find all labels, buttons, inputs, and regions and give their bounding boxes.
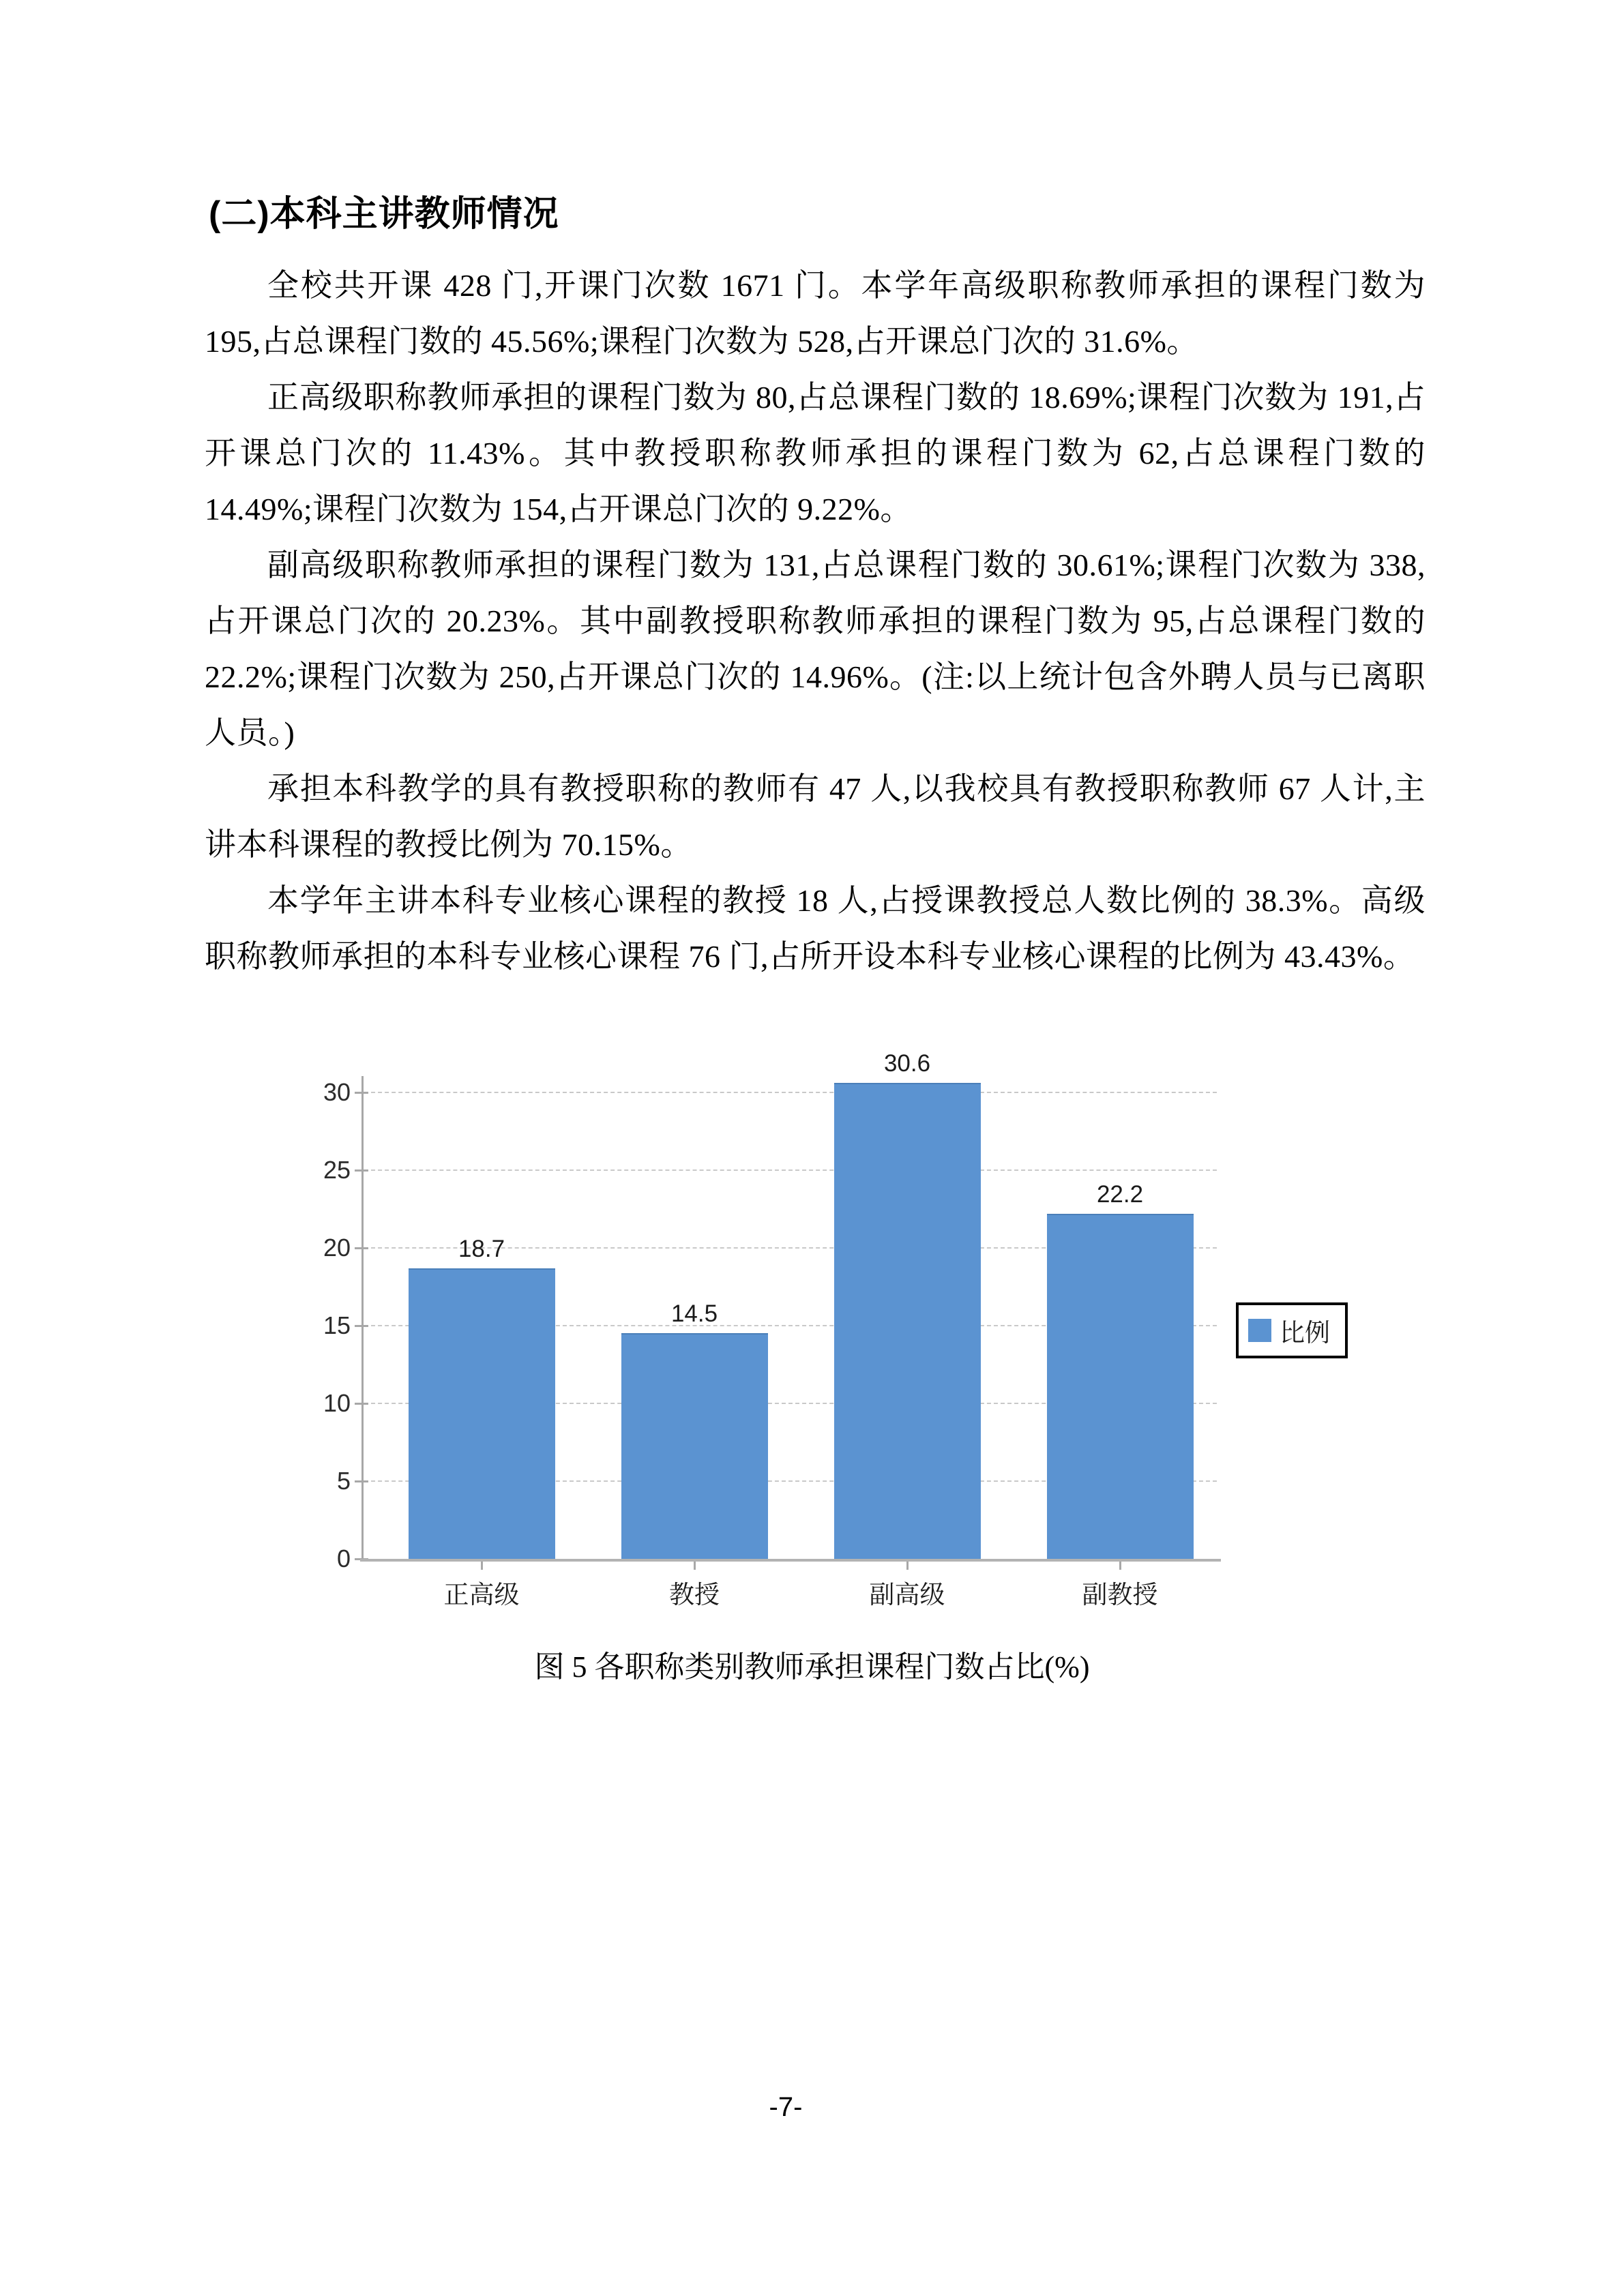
y-tick-label-5: 5 xyxy=(336,1467,351,1495)
bar-副高级 xyxy=(834,1083,981,1560)
bar-教授 xyxy=(621,1333,768,1560)
legend-swatch-icon xyxy=(1248,1319,1271,1342)
x-axis-line xyxy=(360,1559,1221,1562)
gridline-30 xyxy=(364,1092,1217,1093)
x-tick-mark-副高级 xyxy=(906,1562,909,1570)
chart-legend xyxy=(1236,1302,1348,1358)
text-block xyxy=(205,190,1426,985)
paragraph-1: 全校共开课 428 门,开课门次数 1671 门。本学年高级职称教师承担的课程门数为 195,占总课程门数的 45.56%;课程门次数为 528,占开课总门次的 31.6%。 xyxy=(205,268,1426,359)
paragraph-3: 副高级职称教师承担的课程门数为 131,占总课程门数的 30.61%;课程门次数为 338,占开课总门次的 20.23%。其中副教授职称教师承担的课程门数为 95,占总课程门数的 22.2%;课程门次数为 250,占开课总门次的 14.96%。(注:以上统计包含外聘人员与已离职人员。) xyxy=(205,548,1426,750)
x-label-副教授: 副教授 xyxy=(1082,1581,1158,1609)
y-tick-label-0: 0 xyxy=(336,1545,351,1572)
y-tick-label-30: 30 xyxy=(323,1078,351,1106)
y-tick-label-10: 10 xyxy=(323,1389,351,1417)
section-heading: (二)本科主讲教师情况 xyxy=(209,194,559,234)
x-tick-mark-副教授 xyxy=(1119,1562,1121,1570)
y-tick-label-20: 20 xyxy=(323,1234,351,1262)
y-tick-mark-15 xyxy=(355,1325,368,1327)
x-tick-mark-教授 xyxy=(694,1562,696,1570)
bar-value-教授: 14.5 xyxy=(670,1300,718,1327)
x-tick-mark-正高级 xyxy=(481,1562,483,1570)
bar-value-副教授: 22.2 xyxy=(1096,1181,1144,1208)
x-label-教授: 教授 xyxy=(669,1581,720,1609)
y-tick-label-25: 25 xyxy=(323,1156,351,1184)
y-axis-line xyxy=(361,1076,364,1561)
y-tick-mark-30 xyxy=(355,1092,368,1094)
paragraph-5: 本学年主讲本科专业核心课程的教授 18 人,占授课教授总人数比例的 38.3%。高级职称教师承担的本科专业核心课程 76 门,占所开设本科专业核心课程的比例为 43.43%。 xyxy=(205,883,1426,974)
legend-label: 比例 xyxy=(1280,1320,1330,1347)
x-label-正高级: 正高级 xyxy=(443,1581,520,1609)
x-label-副高级: 副高级 xyxy=(869,1581,945,1609)
y-tick-mark-25 xyxy=(355,1169,368,1172)
y-tick-mark-5 xyxy=(355,1480,368,1482)
paragraph-4: 承担本科教学的具有教授职称的教师有 47 人,以我校具有教授职称教师 67 人计,主讲本科课程的教授比例为 70.15%。 xyxy=(205,771,1426,862)
bar-chart xyxy=(293,1050,1385,1624)
gridline-25 xyxy=(364,1169,1217,1171)
bar-value-副高级: 30.6 xyxy=(883,1050,931,1077)
figure-caption: 图 5 各职称类别教师承担课程门数占比(%) xyxy=(534,1650,1090,1684)
paragraph-2: 正高级职称教师承担的课程门数为 80,占总课程门数的 18.69%;课程门次数为 191,占开课总门次的 11.43%。其中教授职称教师承担的课程门数为 62,占总课程门数的 14.49%;课程门次数为 154,占开课总门次的 9.22%。 xyxy=(205,380,1426,526)
y-tick-mark-20 xyxy=(355,1247,368,1249)
bar-副教授 xyxy=(1047,1214,1194,1560)
bar-正高级 xyxy=(409,1268,555,1560)
y-tick-mark-10 xyxy=(355,1403,368,1405)
page-number: -7- xyxy=(769,2092,803,2122)
bar-value-正高级: 18.7 xyxy=(458,1236,505,1262)
y-tick-label-15: 15 xyxy=(323,1311,351,1339)
